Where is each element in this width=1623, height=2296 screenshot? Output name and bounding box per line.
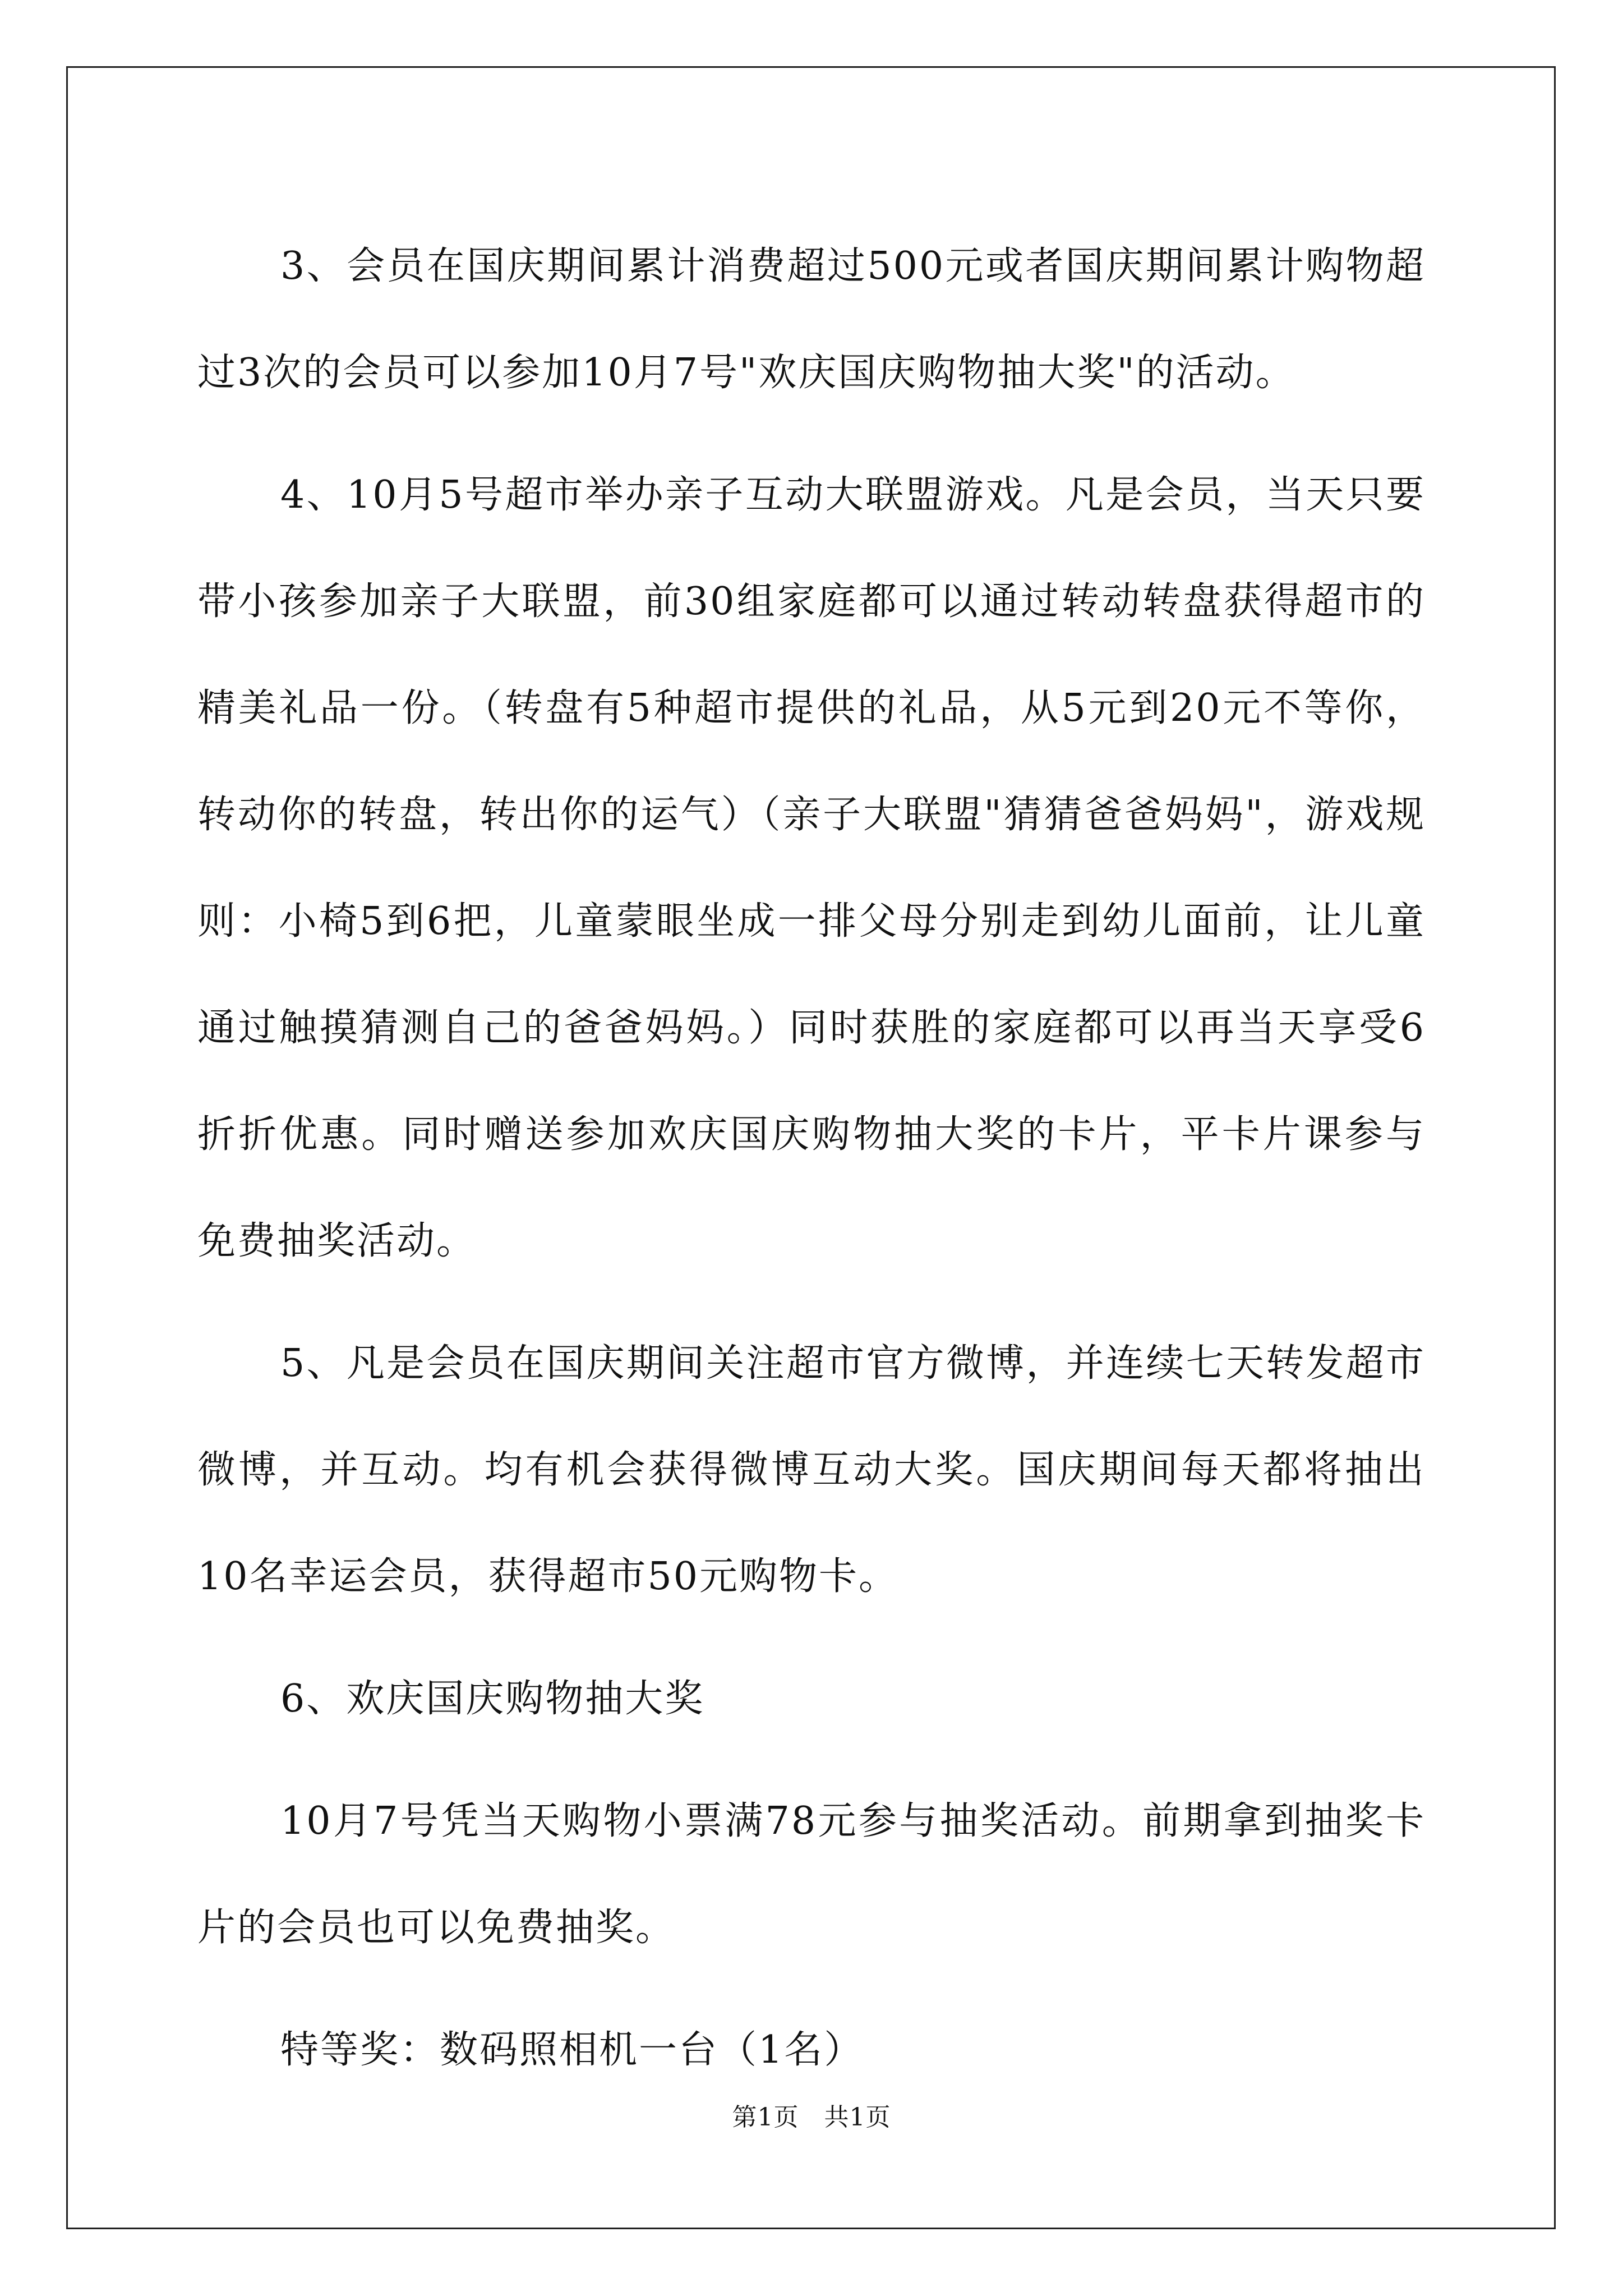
paragraph-item-4: 4、10月5号超市举办亲子互动大联盟游戏。凡是会员，当天只要带小孩参加亲子大联盟，前30组家庭都可以通过转动转盘获得超市的精美礼品一份。（转盘有5种超市提供的礼品，从5元到20元不等你，转动你的转盘，转出你的运气）（亲子大联盟"猜猜爸爸妈妈"，游戏规则：小椅5到6把，儿童蒙眼坐成一排父母分别走到幼儿面前，让儿童通过触摸猜测自己的爸爸妈妈。）同时获胜的家庭都可以再当天享受6折折优惠。同时赠送参加欢庆国庆购物抽大奖的卡片，平卡片课参与免费抽奖活动。 (197, 473, 1426, 1263)
page-footer: 第1页 共1页 (732, 2103, 891, 2132)
paragraph-lottery-rule: 10月7号凭当天购物小票满78元参与抽奖活动。前期拿到抽奖卡片的会员也可以免费抽奖。 (197, 1799, 1426, 1950)
paragraph-grand-prize: 特等奖：数码照相机一台（1名） (280, 2028, 864, 2072)
paragraph-item-5: 5、凡是会员在国庆期间关注超市官方微博，并连续七天转发超市微博，并互动。均有机会获得微博互动大奖。国庆期间每天都将抽出10名幸运会员，获得超市50元购物卡。 (197, 1341, 1426, 1599)
paragraph-item-6-heading: 6、欢庆国庆购物抽大奖 (280, 1677, 705, 1721)
paragraph-item-3: 3、会员在国庆期间累计消费超过500元或者国庆期间累计购物超过3次的会员可以参加10月7号"欢庆国庆购物抽大奖"的活动。 (197, 244, 1426, 395)
document-body (197, 213, 1426, 2119)
